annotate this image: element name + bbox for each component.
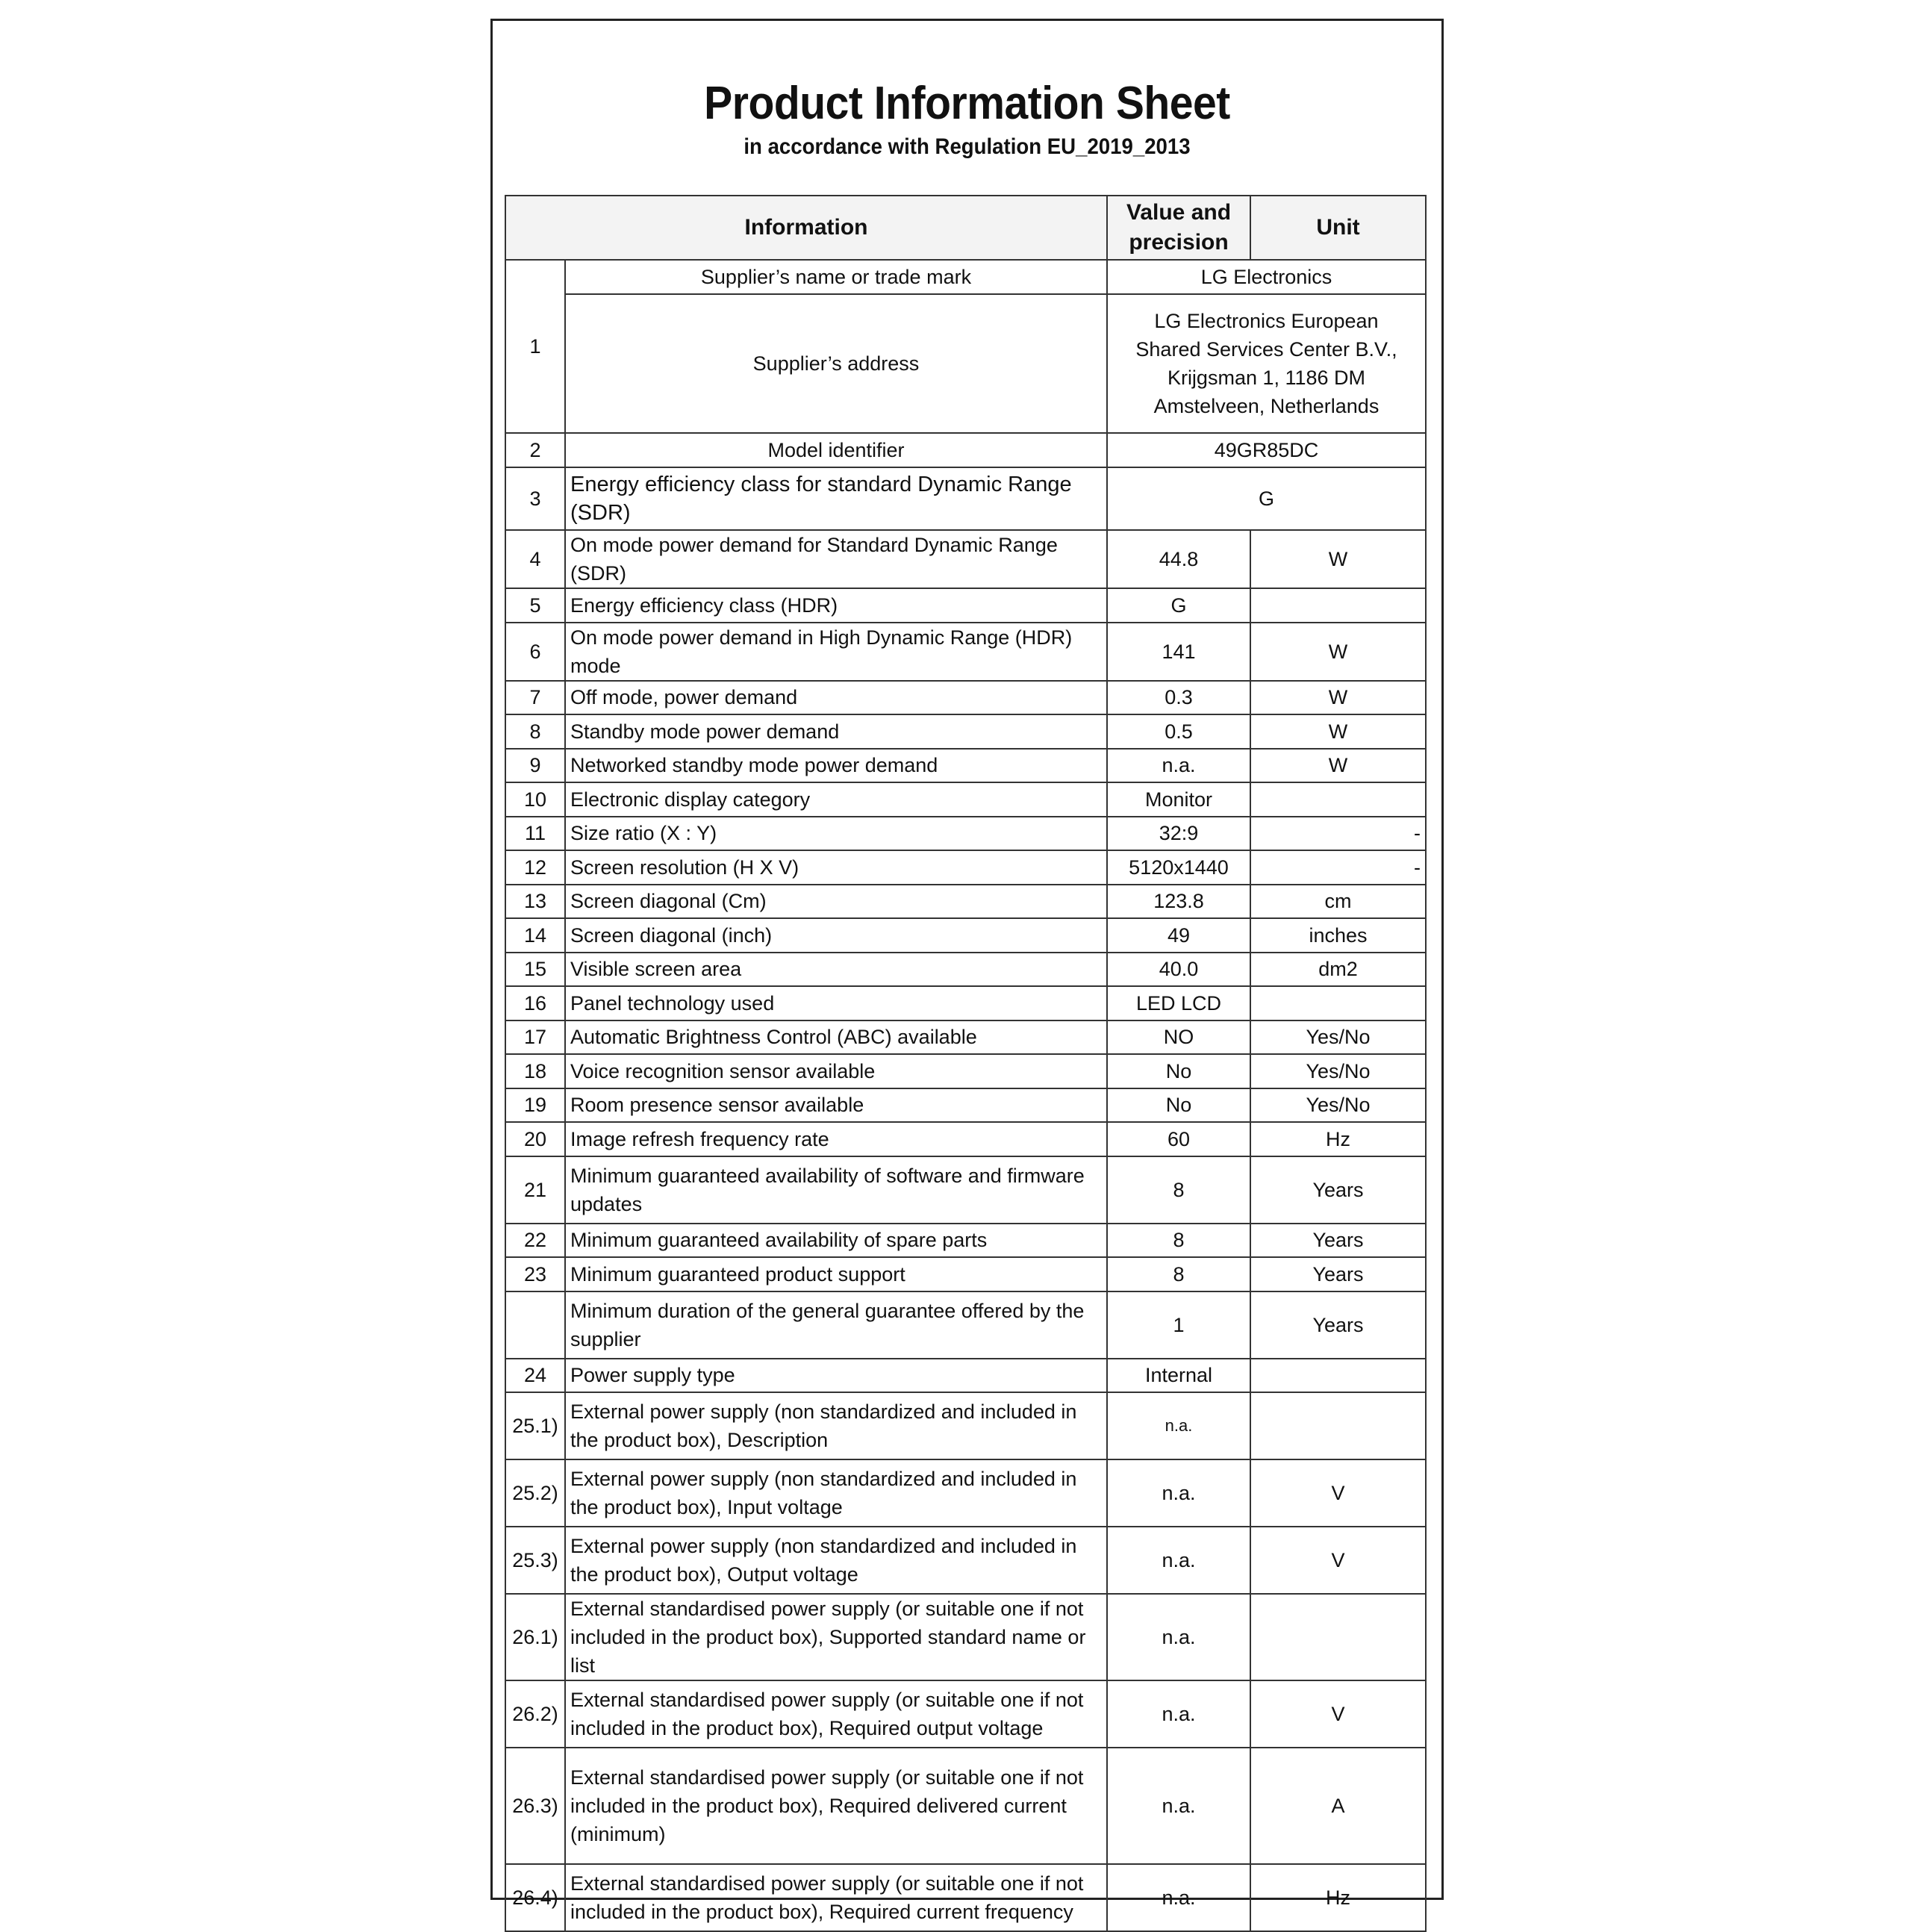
row-number bbox=[505, 1291, 565, 1359]
header-value: Value and precision bbox=[1107, 196, 1250, 260]
row-unit bbox=[1250, 1392, 1426, 1459]
row-number: 26.4) bbox=[505, 1864, 565, 1931]
row-value: Monitor bbox=[1107, 782, 1250, 817]
row-description: Screen diagonal (Cm) bbox=[565, 885, 1107, 919]
row-number: 5 bbox=[505, 588, 565, 623]
row-description: Screen diagonal (inch) bbox=[565, 918, 1107, 953]
row-value: n.a. bbox=[1107, 1527, 1250, 1594]
row-description: Size ratio (X : Y) bbox=[565, 817, 1107, 851]
row-number: 17 bbox=[505, 1020, 565, 1055]
row-value: n.a. bbox=[1107, 1864, 1250, 1931]
row-value: 141 bbox=[1107, 623, 1250, 681]
table-row bbox=[505, 782, 1426, 817]
table-row bbox=[505, 885, 1426, 919]
table-row bbox=[505, 953, 1426, 987]
header-unit: Unit bbox=[1250, 196, 1426, 260]
row-unit: Hz bbox=[1250, 1864, 1426, 1931]
table-header-row bbox=[505, 196, 1426, 260]
row-unit: Yes/No bbox=[1250, 1088, 1426, 1123]
row-number: 18 bbox=[505, 1054, 565, 1088]
row-value: G bbox=[1107, 588, 1250, 623]
row-number: 3 bbox=[505, 467, 565, 530]
row-number: 23 bbox=[505, 1257, 565, 1291]
table-row bbox=[505, 1527, 1426, 1594]
row-value: 8 bbox=[1107, 1257, 1250, 1291]
row-unit: Years bbox=[1250, 1291, 1426, 1359]
row-description: Electronic display category bbox=[565, 782, 1107, 817]
table-row bbox=[505, 467, 1426, 530]
row-value: No bbox=[1107, 1054, 1250, 1088]
row-number: 8 bbox=[505, 714, 565, 749]
row-number: 25.2) bbox=[505, 1459, 565, 1527]
row-unit: Yes/No bbox=[1250, 1020, 1426, 1055]
row-unit: W bbox=[1250, 623, 1426, 681]
row-value: 8 bbox=[1107, 1156, 1250, 1224]
table-row bbox=[505, 1594, 1426, 1680]
row-unit: V bbox=[1250, 1680, 1426, 1748]
row-number: 4 bbox=[505, 530, 565, 588]
row-number: 13 bbox=[505, 885, 565, 919]
table-row bbox=[505, 1748, 1426, 1864]
table-row bbox=[505, 530, 1426, 588]
row-description: Panel technology used bbox=[565, 986, 1107, 1020]
table-row bbox=[505, 1156, 1426, 1224]
table-row bbox=[505, 918, 1426, 953]
row-value: LG Electronics European Shared Services Center B.V., Krijgsman 1, 1186 DM Amstelveen, Netherlands bbox=[1107, 294, 1426, 433]
row-number: 21 bbox=[505, 1156, 565, 1224]
table-row bbox=[505, 749, 1426, 783]
row-value: 8 bbox=[1107, 1224, 1250, 1258]
row-description: Model identifier bbox=[565, 433, 1107, 467]
table-row bbox=[505, 1257, 1426, 1291]
table-row bbox=[505, 1459, 1426, 1527]
row-number: 25.1) bbox=[505, 1392, 565, 1459]
row-value: 0.5 bbox=[1107, 714, 1250, 749]
row-unit: W bbox=[1250, 681, 1426, 715]
row-value: n.a. bbox=[1107, 1748, 1250, 1864]
table-row bbox=[505, 623, 1426, 681]
row-description: Image refresh frequency rate bbox=[565, 1122, 1107, 1156]
row-number: 25.3) bbox=[505, 1527, 565, 1594]
row-description: Minimum duration of the general guarantee offered by the supplier bbox=[565, 1291, 1107, 1359]
row-description: External power supply (non standardized and included in the product box), Description bbox=[565, 1392, 1107, 1459]
row-value: 0.3 bbox=[1107, 681, 1250, 715]
row-value: n.a. bbox=[1107, 1392, 1250, 1459]
row-value: n.a. bbox=[1107, 749, 1250, 783]
information-table bbox=[505, 195, 1427, 1932]
row-number: 12 bbox=[505, 850, 565, 885]
row-number: 19 bbox=[505, 1088, 565, 1123]
row-unit: Yes/No bbox=[1250, 1054, 1426, 1088]
row-unit bbox=[1250, 782, 1426, 817]
row-value: 49 bbox=[1107, 918, 1250, 953]
table-row bbox=[505, 1088, 1426, 1123]
table-row bbox=[505, 1224, 1426, 1258]
row-unit: W bbox=[1250, 749, 1426, 783]
row-value: 40.0 bbox=[1107, 953, 1250, 987]
row-description: External power supply (non standardized and included in the product box), Output voltage bbox=[565, 1527, 1107, 1594]
row-description: Power supply type bbox=[565, 1359, 1107, 1393]
table-row bbox=[505, 817, 1426, 851]
table-row bbox=[505, 986, 1426, 1020]
row-number: 20 bbox=[505, 1122, 565, 1156]
table-row bbox=[505, 714, 1426, 749]
table-row bbox=[505, 1291, 1426, 1359]
page-subtitle: in accordance with Regulation EU_2019_2013 bbox=[743, 134, 1191, 159]
row-unit: W bbox=[1250, 530, 1426, 588]
row-value: 44.8 bbox=[1107, 530, 1250, 588]
row-description: Minimum guaranteed product support bbox=[565, 1257, 1107, 1291]
row-unit: inches bbox=[1250, 918, 1426, 953]
row-value: 32:9 bbox=[1107, 817, 1250, 851]
row-value: Internal bbox=[1107, 1359, 1250, 1393]
row-number: 6 bbox=[505, 623, 565, 681]
row-unit: V bbox=[1250, 1459, 1426, 1527]
row-value: NO bbox=[1107, 1020, 1250, 1055]
row-unit: Years bbox=[1250, 1257, 1426, 1291]
table-row bbox=[505, 294, 1426, 433]
row-number: 24 bbox=[505, 1359, 565, 1393]
row-number: 16 bbox=[505, 986, 565, 1020]
row-number: 1 bbox=[505, 260, 565, 433]
row-number: 11 bbox=[505, 817, 565, 851]
row-unit: Years bbox=[1250, 1224, 1426, 1258]
row-number: 26.3) bbox=[505, 1748, 565, 1864]
row-description: Visible screen area bbox=[565, 953, 1107, 987]
row-value: n.a. bbox=[1107, 1680, 1250, 1748]
row-description: External standardised power supply (or suitable one if not included in the product box), Supported standard name or list bbox=[565, 1594, 1107, 1680]
row-number: 26.2) bbox=[505, 1680, 565, 1748]
row-description: Supplier’s name or trade mark bbox=[565, 260, 1107, 294]
row-unit: cm bbox=[1250, 885, 1426, 919]
table-row bbox=[505, 1864, 1426, 1931]
row-number: 15 bbox=[505, 953, 565, 987]
table-row bbox=[505, 850, 1426, 885]
row-unit: A bbox=[1250, 1748, 1426, 1864]
row-number: 22 bbox=[505, 1224, 565, 1258]
row-description: Supplier’s address bbox=[565, 294, 1107, 433]
row-unit: dm2 bbox=[1250, 953, 1426, 987]
row-description: Screen resolution (H X V) bbox=[565, 850, 1107, 885]
row-unit bbox=[1250, 1594, 1426, 1680]
table-row bbox=[505, 1359, 1426, 1393]
row-number: 9 bbox=[505, 749, 565, 783]
row-number: 7 bbox=[505, 681, 565, 715]
row-unit: V bbox=[1250, 1527, 1426, 1594]
row-description: On mode power demand in High Dynamic Range (HDR) mode bbox=[565, 623, 1107, 681]
row-unit bbox=[1250, 986, 1426, 1020]
table-row bbox=[505, 1122, 1426, 1156]
row-value: 5120x1440 bbox=[1107, 850, 1250, 885]
row-unit: W bbox=[1250, 714, 1426, 749]
table-row bbox=[505, 1392, 1426, 1459]
row-description: Minimum guaranteed availability of software and firmware updates bbox=[565, 1156, 1107, 1224]
row-unit: - bbox=[1250, 850, 1426, 885]
row-value: 60 bbox=[1107, 1122, 1250, 1156]
row-description: Energy efficiency class (HDR) bbox=[565, 588, 1107, 623]
row-value: LED LCD bbox=[1107, 986, 1250, 1020]
row-description: Automatic Brightness Control (ABC) available bbox=[565, 1020, 1107, 1055]
table-row bbox=[505, 681, 1426, 715]
row-description: External standardised power supply (or suitable one if not included in the product box), Required delivered current (minimum) bbox=[565, 1748, 1107, 1864]
table-row bbox=[505, 260, 1426, 294]
row-description: External power supply (non standardized and included in the product box), Input voltage bbox=[565, 1459, 1107, 1527]
row-value: 123.8 bbox=[1107, 885, 1250, 919]
row-value: G bbox=[1107, 467, 1426, 530]
row-description: Networked standby mode power demand bbox=[565, 749, 1107, 783]
table-row bbox=[505, 588, 1426, 623]
row-description: Off mode, power demand bbox=[565, 681, 1107, 715]
row-value: No bbox=[1107, 1088, 1250, 1123]
row-value: 49GR85DC bbox=[1107, 433, 1426, 467]
table-row bbox=[505, 433, 1426, 467]
row-number: 10 bbox=[505, 782, 565, 817]
table-row bbox=[505, 1054, 1426, 1088]
row-description: Minimum guaranteed availability of spare parts bbox=[565, 1224, 1107, 1258]
row-unit: Hz bbox=[1250, 1122, 1426, 1156]
header-information: Information bbox=[505, 196, 1107, 260]
row-number: 2 bbox=[505, 433, 565, 467]
row-description: Energy efficiency class for standard Dynamic Range (SDR) bbox=[565, 467, 1107, 530]
row-number: 14 bbox=[505, 918, 565, 953]
row-value: LG Electronics bbox=[1107, 260, 1426, 294]
row-number: 26.1) bbox=[505, 1594, 565, 1680]
row-value: 1 bbox=[1107, 1291, 1250, 1359]
row-value: n.a. bbox=[1107, 1459, 1250, 1527]
row-description: Room presence sensor available bbox=[565, 1088, 1107, 1123]
row-unit bbox=[1250, 1359, 1426, 1393]
row-unit: - bbox=[1250, 817, 1426, 851]
row-description: External standardised power supply (or suitable one if not included in the product box), Required current frequency bbox=[565, 1864, 1107, 1931]
row-unit: Years bbox=[1250, 1156, 1426, 1224]
table-row bbox=[505, 1020, 1426, 1055]
table-row bbox=[505, 1680, 1426, 1748]
row-value: n.a. bbox=[1107, 1594, 1250, 1680]
row-description: Voice recognition sensor available bbox=[565, 1054, 1107, 1088]
row-description: On mode power demand for Standard Dynamic Range (SDR) bbox=[565, 530, 1107, 588]
row-description: External standardised power supply (or suitable one if not included in the product box), Required output voltage bbox=[565, 1680, 1107, 1748]
row-unit bbox=[1250, 588, 1426, 623]
row-description: Standby mode power demand bbox=[565, 714, 1107, 749]
page-title: Product Information Sheet bbox=[704, 78, 1230, 129]
